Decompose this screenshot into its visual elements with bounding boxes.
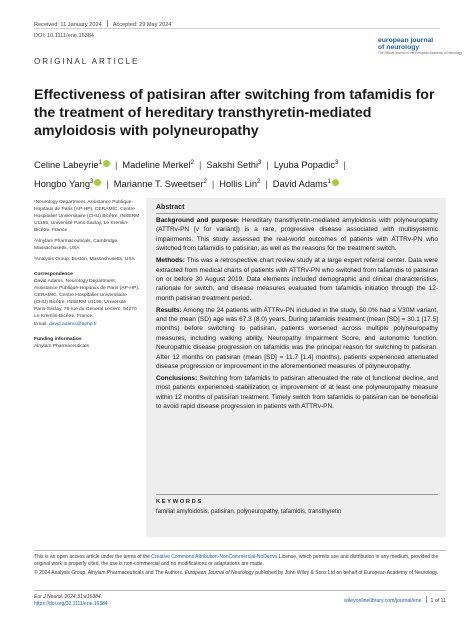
abstract-section — [156, 306, 438, 372]
affiliation: ²Alnylam Pharmaceuticals, Cambridge, Massachusetts, USA — [34, 239, 119, 251]
author[interactable] — [273, 179, 339, 189]
abstract-section-label: Background and purpose: — [156, 217, 240, 224]
section-label: ORIGINAL ARTICLE — [34, 57, 140, 66]
author-affiliation-mark: 2 — [190, 160, 194, 166]
journal-logo-line1: european journal — [378, 37, 434, 44]
author-affiliation-mark: 3 — [258, 160, 262, 166]
author[interactable] — [114, 179, 207, 189]
correspondence-email-row — [34, 321, 140, 328]
journal-logo-line2: of neurology — [378, 44, 420, 51]
page-info — [344, 596, 446, 604]
header-rule — [34, 28, 440, 29]
license-footer — [34, 554, 446, 579]
correspondence-label: Correspondence — [34, 272, 73, 277]
author-affiliation-mark: 3 — [334, 160, 339, 166]
author[interactable] — [274, 160, 339, 170]
copyright-journal: European Journal of Neurology — [184, 570, 254, 576]
abstract-section-text: Switching from tafamidis to patisiran attenuated the rate of functional decline, and most patients experienced stabilization or improvement of at least one polyneuropathy measure within 12 months of patisiran treatment. Timely switch from tafamidis to patisiran can be beneficial to avoid rapid disease progression in patients with ATTRv-PN. — [156, 375, 438, 411]
orcid-icon[interactable] — [103, 160, 110, 167]
abstract-section — [156, 374, 438, 412]
abstract-section-label: Methods: — [156, 257, 185, 265]
citation-block — [34, 594, 108, 608]
journal-logo-tagline: The Official Journal of the European Academy of Neurology — [378, 51, 462, 55]
author[interactable] — [122, 160, 194, 170]
journal-logo — [378, 37, 462, 61]
bottom-rule — [34, 590, 446, 591]
affiliations-column — [34, 199, 140, 354]
author[interactable] — [219, 179, 260, 189]
doi-link[interactable]: https://doi.org/10.1111/ene.16384 — [34, 601, 108, 607]
author-name: Sakshi Sethi — [206, 160, 259, 171]
author-list: Celine Labeyrie$^1$ | Madeline Merkel$^2$ | Sakshi Sethi$^3$ | Lyuba Popadic$^3$ | Hongbo Yang$^3$ | Marianne T. Sweetser$^2$ | Hollis Lin$^2$ | David Adams$^1$ — [34, 160, 346, 190]
abstract-section-label: Conclusions: — [156, 375, 198, 382]
keywords-rule — [156, 494, 438, 495]
orcid-icon[interactable] — [94, 179, 101, 186]
author[interactable] — [34, 160, 110, 170]
copyright-text: © 2024 Analysis Group, Alnylam Pharmaceuticals and The Authors. European Journal of Neurology published by John Wiley & Sons Ltd on behalf of European Academy of Neurology. — [34, 570, 439, 576]
abstract-section — [156, 256, 438, 303]
abstract-heading: Abstract — [156, 204, 185, 211]
author[interactable] — [34, 179, 101, 189]
abstract-rule — [156, 213, 438, 214]
keywords-label: KEYWORDS — [156, 499, 203, 505]
received-date: Received: 11 January 2024 — [34, 22, 102, 28]
author-affiliation-mark: 2 — [257, 179, 261, 186]
author-name: Celine Labeyrie — [34, 160, 99, 171]
author-name: Hollis Lin — [219, 179, 258, 190]
orcid-icon[interactable] — [332, 179, 339, 186]
author-name: Hongbo Yang — [34, 179, 91, 190]
page-number: 1 of 11 — [430, 598, 446, 604]
abstract-section-label: Results: — [156, 306, 182, 314]
email-label: Email: — [34, 322, 48, 327]
author-affiliation-mark: 1 — [327, 179, 331, 186]
abstract-body — [156, 216, 438, 414]
author-affiliation-mark: 2 — [203, 179, 207, 186]
author-name: Marianne T. Sweetser — [113, 179, 204, 190]
citation: Eur J Neurol. 2024;31:e16384. — [34, 594, 103, 600]
article-title: Effectiveness of patisiran after switching from tafamidis for the treatment of hereditary transthyretin-mediated amyloidosis with polyneuropathy — [34, 87, 435, 139]
author-name: David Adams — [272, 179, 328, 190]
license-text: This is an open access article under the terms of the Creative Commons Attribution-NonCommercial-NoDerivs License, which permits use and distribution in any medium, provided the original work is properly cited, the use is non-commercial and no modifications or adaptations are made. — [34, 554, 439, 567]
page-divider — [426, 596, 427, 603]
affiliation: ¹Neurology Department, Assistance Publique-Hopitaux de Paris (AP-HP), CERAMIC, Centre Hospitalier Universitaire (CHU) Bicêtre, INSERM U1195, Université Paris-Saclay, Le Kremlin-Bicêtre, France — [34, 200, 140, 233]
footer-rule — [34, 550, 446, 551]
author[interactable] — [206, 160, 261, 170]
correspondence-email-link[interactable]: david.adams@aphp.fr — [48, 322, 97, 327]
funding-label: Funding information — [34, 337, 82, 342]
header-divider — [107, 20, 108, 27]
accepted-date: Accepted: 29 May 2024 — [112, 22, 172, 28]
author-name: Lyuba Popadic — [273, 160, 335, 171]
journal-site-link[interactable]: wileyonlinelibrary.com/journal/ene — [344, 598, 422, 604]
license-link[interactable]: Creative Commons Attribution-NonCommercial-NoDerivs — [151, 554, 278, 560]
author-name: Madeline Merkel — [122, 160, 191, 171]
funding-text: Alnylam Pharmaceuticals — [34, 344, 89, 349]
abstract-section-text: Hereditary transthyretin-mediated amyloidosis with polyneuropathy (ATTRv-PN [v for variant]) is a rare, progressive disease associated with multisystemic impairments. This study assessed the real-world outcomes of patients with ATTRv-PN who switched from tafamidis to patisiran, as well as the reasons for the treatment switch. — [156, 217, 438, 253]
affiliation: ³Analysis Group, Boston, Massachusetts, USA — [34, 257, 135, 262]
author-affiliation-mark: 3 — [90, 179, 94, 186]
abstract-section-text: Among the 24 patients with ATTRv-PN included in the study, 50.0% had a V30M variant, and the mean (SD) age was 67.3 (8.0) years. During tafamidis treatment (mean [SD] = 30.1 [17.5] months) before switching to patisiran, patients worsened across multiple polyneuropathy measures, including walking ability, Neuropathy Impairment Score, and autonomic function. Neuropathic disease progression on tafamidis was the principal reason for switching to patisiran. After 12 months on patisiran (mean [SD] = 11.7 [1.4] months), patients experienced attenuated disease progression or improvement in the aforementioned measures of polyneuropathy. — [156, 306, 438, 371]
doi-header: DOI: 10.1111/ene.16384 — [34, 33, 95, 39]
abstract-section-text: This was a retrospective chart review study at a large expert referral center. Data were extracted from medical charts of patients with ATTRv-PN who switched from tafamidis to patisiran on or before 30 August 2019. Data elements included demographic and clinical characteristics, rationale for switch, and disease measures evaluated from tafamidis initiation through the 12-month patisiran treatment period. — [156, 257, 438, 302]
abstract-section — [156, 216, 438, 254]
keywords-text: familial amyloidosis, patisiran, polyneuropathy, tafamidis, transthyretin — [156, 509, 342, 515]
author-affiliation-mark: 1 — [98, 160, 102, 166]
correspondence-text: David Adams, Neurology Department, Assistance Publique-Hopitaux de Paris (AP-HP), CERAMIC, Centre Hospitalier Universitaire (CHU) Bicêtre, INSERM U1195, Université Paris-Saclay, 78 rue du General Leclerc, 94270 Le Kremlin-Bicêtre, France. — [34, 279, 140, 319]
received-accepted-dates — [34, 20, 171, 28]
